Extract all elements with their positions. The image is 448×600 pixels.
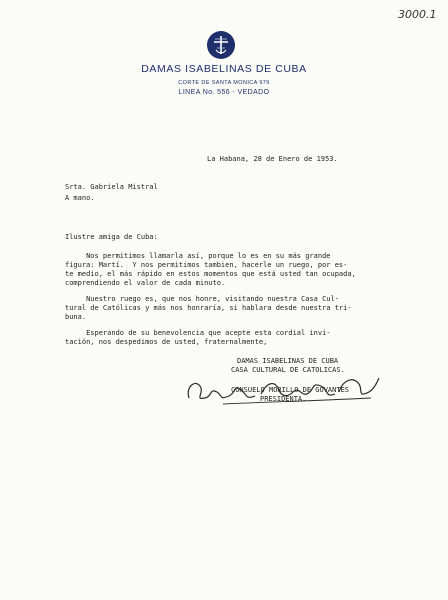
- recipient-name: Srta. Gabriela Mistral: [65, 183, 158, 191]
- paragraph-1-line-3: te medio, el más rápido en estos momentos que está usted tan ocupada,: [65, 270, 356, 278]
- closing-institution: CASA CULTURAL DE CATOLICAS.: [231, 366, 345, 374]
- archive-number: 3000.1: [398, 8, 437, 21]
- paragraph-2-line-3: buna.: [65, 313, 87, 321]
- closing-organization: DAMAS ISABELINAS DE CUBA: [237, 357, 339, 365]
- recipient-delivery: A mano.: [65, 194, 95, 202]
- letterhead-address: CORTE DE SANTA MONICA 979: [178, 80, 270, 86]
- paragraph-3-line-1: Esperando de su benevolencia que acepte esta cordial invi-: [65, 329, 331, 337]
- paragraph-2-line-2: tural de Católicas y más nos honraría, si hablara desde nuestra tri-: [65, 304, 352, 312]
- signer-name: CONSUELO MORILLO DE GOVANTES: [231, 386, 350, 394]
- shield-cross-emblem-icon: [206, 30, 236, 60]
- paragraph-1-line-4: comprendiendo el valor de cada minuto.: [65, 279, 226, 287]
- paragraph-3-line-2: tación, nos despedimos de usted, fraternalmente,: [65, 338, 268, 346]
- salutation: Ilustre amiga de Cuba:: [65, 233, 158, 241]
- date-line: La Habana, 28 de Enero de 1953.: [207, 155, 338, 163]
- paragraph-1-line-1: Nos permitimos llamarla así, porque lo es en su más grande: [65, 252, 331, 260]
- letterhead-phone: LINEA No. 556 - VEDADO: [178, 89, 270, 96]
- signer-title: PRESIDENTA.: [260, 395, 307, 403]
- paragraph-1-line-2: figura: Martí. Y nos permitimos tambien, hacerle un ruego, por es-: [65, 261, 348, 269]
- letterhead-organization: DAMAS ISABELINAS DE CUBA: [141, 63, 307, 75]
- paragraph-2-line-1: Nuestro ruego es, que nos honre, visitando nuestra Casa Cul-: [65, 295, 339, 303]
